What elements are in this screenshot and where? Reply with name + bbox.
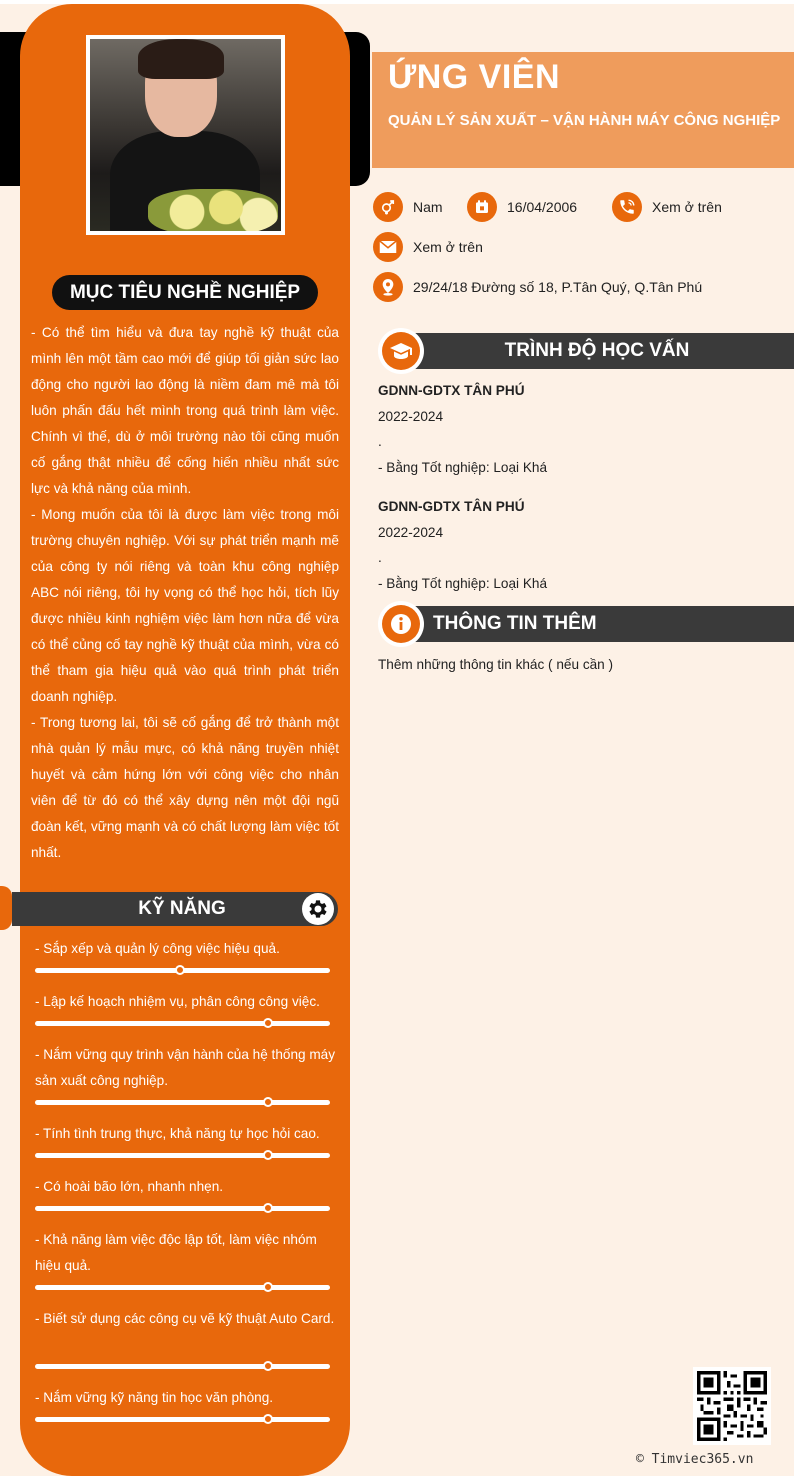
skill-item: - Sắp xếp và quản lý công việc hiệu quả.: [35, 941, 280, 956]
education-heading: TRÌNH ĐỘ HỌC VẤN: [504, 340, 690, 361]
copyright: © Timviec365.vn: [636, 1452, 754, 1467]
skill-level-bar: [35, 1417, 330, 1422]
address-value: 29/24/18 Đường số 18, P.Tân Quý, Q.Tân Phú: [413, 279, 703, 295]
skill-item: - Lập kế hoạch nhiệm vụ, phân công công việc.: [35, 994, 320, 1009]
more-info-heading: THÔNG TIN THÊM: [433, 613, 597, 634]
education-entry: [378, 494, 778, 596]
skill-level-bar: [35, 1285, 330, 1290]
email-value: Xem ở trên: [413, 239, 483, 255]
skill-level-bar: [35, 1021, 330, 1026]
education-detail: - Bằng Tốt nghiệp: Loại Khá: [378, 459, 548, 475]
education-period: 2022-2024: [378, 408, 444, 424]
skill-level-bar: [35, 968, 330, 973]
calendar-icon: [467, 192, 497, 222]
email-icon: [373, 232, 403, 262]
info-icon: [378, 601, 424, 647]
avatar: [86, 35, 285, 235]
skill-level-knob: [263, 1361, 273, 1371]
gender-value: Nam: [413, 199, 443, 215]
skill-level-knob: [263, 1018, 273, 1028]
skill-item: - Có hoài bão lớn, nhanh nhẹn.: [35, 1179, 224, 1194]
skill-level-bar: [35, 1206, 330, 1211]
skills-tab-accent: [0, 886, 12, 930]
objective-text: [31, 320, 339, 866]
school-name: GDNN-GDTX TÂN PHÚ: [378, 499, 525, 514]
gear-icon: [302, 893, 334, 925]
school-name: GDNN-GDTX TÂN PHÚ: [378, 383, 525, 398]
more-info-text: Thêm những thông tin khác ( nếu cần ): [378, 657, 614, 672]
skill-level-bar: [35, 1153, 330, 1158]
skill-level-knob: [263, 1282, 273, 1292]
gender-icon: [373, 192, 403, 222]
education-note: .: [378, 550, 382, 565]
skill-item: - Nắm vững kỹ năng tin học văn phòng.: [35, 1390, 274, 1405]
objective-paragraph: - Mong muốn của tôi là được làm việc trong môi trường chuyên nghiệp. Với sự phát triển mạnh mẽ của công ty nói riêng và toàn khu công nghiệp ABC nói riêng, tôi hy vọng có thể học hỏi, tích lũy được nhiều kinh nghiệm việc làm hơn nữa để vừa có thể củng cố tay nghề kỹ thuật của mình, vừa có thể tham gia hiệu quả vào quá trình phát triển doanh nghiệp.: [31, 507, 339, 704]
avatar-flowers-shape: [148, 189, 278, 231]
education-detail: - Bằng Tốt nghiệp: Loại Khá: [378, 575, 548, 591]
objective-heading: MỤC TIÊU NGHỀ NGHIỆP: [52, 275, 318, 310]
job-title: QUẢN LÝ SẢN XUẤT – VẬN HÀNH MÁY CÔNG NGHIỆP: [388, 112, 781, 129]
phone-icon: [612, 192, 642, 222]
qr-code: [693, 1367, 771, 1445]
dob-value: 16/04/2006: [507, 199, 578, 215]
avatar-photo: [90, 39, 281, 231]
skill-level-knob: [175, 965, 185, 975]
objective-paragraph: - Có thể tìm hiểu và đưa tay nghề kỹ thuật của mình lên một tầm cao mới để giúp tối giản sức lao động cho người lao động là niềm đam mê mà tôi luôn phấn đấu hết mình trong quá trình làm việc. Chính vì thế, dù ở môi trường nào tôi cũng muốn cố gắng thật nhiều để cống hiến nhiều nhất sức lực và khả năng của mình.: [31, 325, 339, 496]
avatar-hair-shape: [138, 39, 224, 79]
objective-paragraph: - Trong tương lai, tôi sẽ cố gắng để trở thành một nhà quản lý mẫu mực, có khả năng truyền nhiệt huyết và cảm hứng lớn với công việc cho nhân viên để từ đó có thể xây dựng nên một đội ngũ đoàn kết, vững mạnh và có chất lượng làm việc tốt nhất.: [31, 715, 339, 860]
phone-value: Xem ở trên: [652, 199, 722, 215]
skills-heading: KỸ NĂNG: [138, 898, 226, 919]
skill-level-knob: [263, 1150, 273, 1160]
education-period: 2022-2024: [378, 524, 444, 540]
education-note: .: [378, 434, 382, 449]
skill-level-knob: [263, 1203, 273, 1213]
skill-level-knob: [263, 1097, 273, 1107]
education-entry: [378, 378, 778, 480]
skill-item: - Khả năng làm việc độc lập tốt, làm việc nhóm hiệu quả.: [35, 1232, 317, 1273]
skill-level-knob: [263, 1414, 273, 1424]
skill-item: - Biết sử dụng các công cụ vẽ kỹ thuật Auto Card.: [35, 1311, 335, 1326]
skill-item: - Tính tình trung thực, khả năng tự học hỏi cao.: [35, 1126, 320, 1141]
skill-item: - Nắm vững quy trình vận hành của hệ thống máy sản xuất công nghiệp.: [35, 1047, 336, 1088]
skill-level-bar: [35, 1100, 330, 1105]
location-icon: [373, 272, 403, 302]
candidate-name: ỨNG VIÊN: [388, 58, 561, 96]
skill-level-bar: [35, 1364, 330, 1369]
